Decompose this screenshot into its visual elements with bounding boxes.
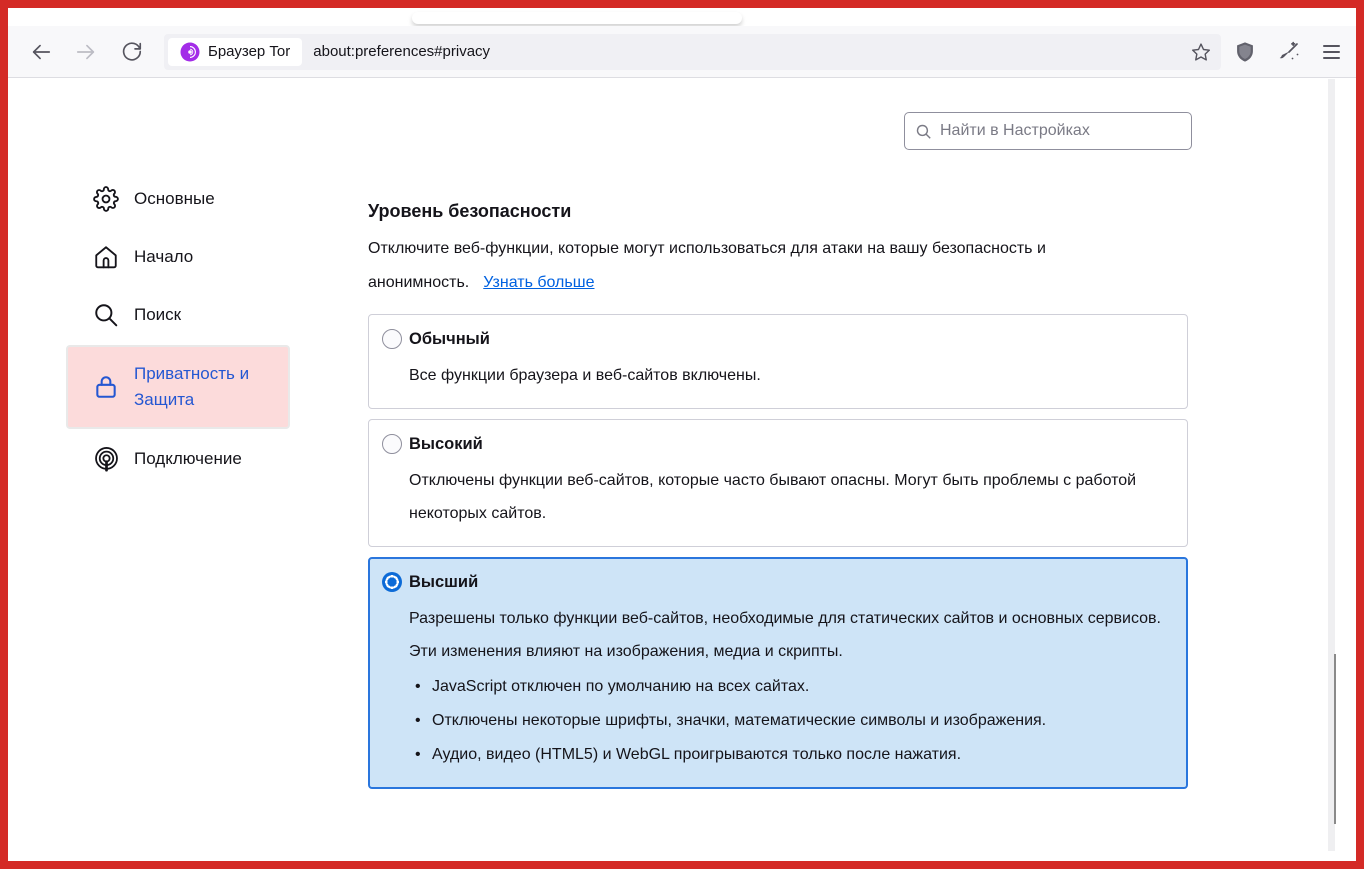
sidebar-item-general[interactable] [66, 171, 290, 227]
settings-search[interactable] [904, 112, 1192, 150]
bookmark-button[interactable] [1191, 42, 1211, 62]
tor-logo-icon [180, 42, 200, 62]
option-standard[interactable] [368, 314, 1188, 409]
option-description: Разрешены только функции веб-сайтов, необходимые для статических сайтов и основных сервисов. Эти изменения влияют на изображения, медиа и скрипты. [409, 610, 1161, 660]
option-description: Все функции браузера и веб-сайтов включены. [409, 367, 761, 384]
sidebar-item-label: Начало [134, 247, 194, 266]
bullet-item: • JavaScript отключен по умолчанию на всех сайтах. [415, 670, 1167, 704]
broom-icon [1277, 40, 1301, 64]
radio-standard[interactable] [382, 329, 402, 349]
menu-button[interactable] [1323, 45, 1340, 59]
radio-safest[interactable] [382, 572, 402, 592]
gear-icon [92, 185, 120, 213]
shield-icon [1235, 41, 1255, 63]
option-bullet-list [415, 670, 1167, 772]
learn-more-link[interactable]: Узнать больше [483, 274, 595, 291]
identity-chip[interactable] [168, 38, 302, 66]
option-label: Высший [409, 572, 479, 591]
url-bar[interactable] [164, 34, 1221, 70]
option-safer[interactable] [368, 419, 1188, 547]
home-icon [92, 243, 120, 271]
sidebar-item-search[interactable] [66, 287, 290, 343]
sidebar-item-privacy[interactable] [66, 345, 290, 429]
sidebar-item-label: Приватность и Защита [134, 363, 250, 409]
arrow-left-icon [30, 41, 52, 63]
sidebar-item-label: Подключение [134, 449, 242, 468]
arrow-right-icon [75, 41, 97, 63]
browser-toolbar [8, 26, 1356, 78]
new-identity-button[interactable] [1277, 40, 1301, 64]
option-description: Отключены функции веб-сайтов, которые часто бывают опасны. Могут быть проблемы с работой некоторых сайтов. [409, 472, 1137, 522]
settings-sidebar [66, 171, 290, 489]
back-button[interactable] [24, 35, 58, 69]
sidebar-item-label: Поиск [134, 305, 182, 324]
bullet-item: • Аудио, видео (HTML5) и WebGL проигрываются только после нажатия. [415, 738, 1167, 772]
security-level-section [368, 201, 1188, 799]
magnifier-icon [915, 123, 932, 140]
hamburger-icon [1323, 45, 1340, 47]
reload-button[interactable] [114, 35, 148, 69]
window-top-strip [8, 8, 1356, 26]
broadcast-rings-icon [92, 445, 120, 473]
sidebar-item-connection[interactable] [66, 431, 290, 487]
option-safest[interactable] [368, 557, 1188, 789]
identity-label: Браузер Tor [208, 43, 291, 60]
option-label: Обычный [409, 329, 490, 348]
scrollbar-thumb[interactable] [1334, 654, 1336, 824]
lock-icon [92, 373, 120, 401]
section-title: Уровень безопасности [368, 201, 572, 221]
shield-button[interactable] [1235, 41, 1255, 63]
option-label: Высокий [409, 434, 483, 453]
star-icon [1191, 42, 1211, 62]
search-input[interactable] [940, 122, 1181, 140]
magnifier-icon [92, 301, 120, 329]
radio-safer[interactable] [382, 434, 402, 454]
bullet-item: • Отключены некоторые шрифты, значки, математические символы и изображения. [415, 704, 1167, 738]
forward-button[interactable] [69, 35, 103, 69]
preferences-page [8, 79, 1356, 861]
tab-shadow [412, 12, 742, 24]
url-text[interactable]: about:preferences#privacy [313, 43, 491, 60]
sidebar-item-home[interactable] [66, 229, 290, 285]
section-description: Отключите веб-функции, которые могут использоваться для атаки на вашу безопасность и анонимность. [368, 240, 1046, 291]
sidebar-item-label: Основные [134, 189, 215, 208]
reload-icon [121, 41, 142, 62]
